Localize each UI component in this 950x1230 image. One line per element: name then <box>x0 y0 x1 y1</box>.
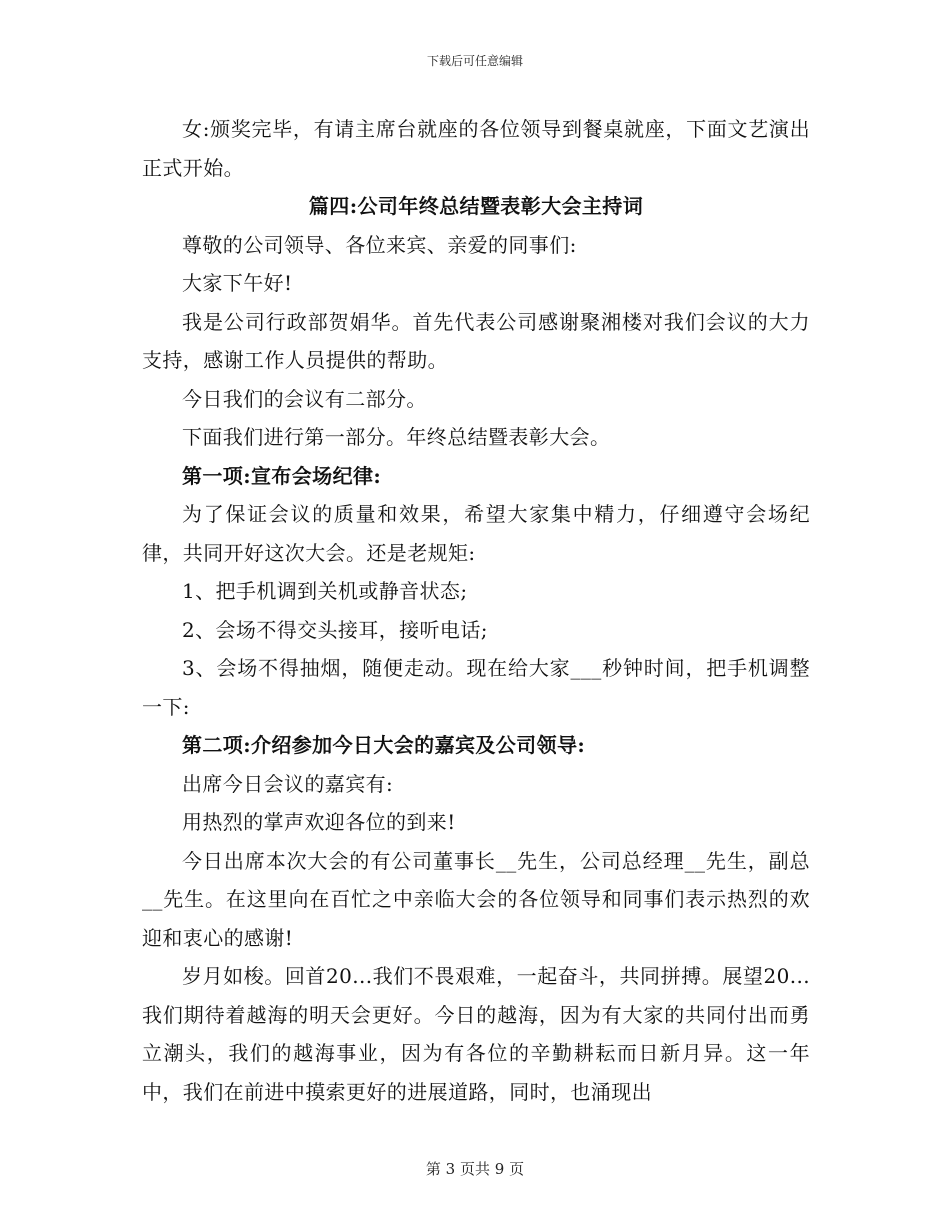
paragraph-meeting-parts: 今日我们的会议有二部分。 <box>182 386 427 411</box>
paragraph-guests: 出席今日会议的嘉宾有: <box>182 771 394 796</box>
paragraph-review: 岁月如梭。回首20...我们不畏艰难，一起奋斗，共同拼搏。展望20...我们期待着越海的明天会更好。今日的越海，因为有大家的共同付出而勇立潮头，我们的越海事业，因为有各位的辛勤耕耘而日新月异。这一年中，我们在前进中摸索更好的进展道路，同时，也涌现出 <box>142 964 810 1104</box>
paragraph-first-part: 下面我们进行第一部分。年终总结暨表彰大会。 <box>182 425 611 449</box>
paragraph-greeting-audience: 尊敬的公司领导、各位来宾、亲爱的同事们: <box>182 232 577 257</box>
paragraph-discipline: 为了保证会议的质量和效果，希望大家集中精力，仔细遵守会场纪律，共同开好这次大会。还是老规矩: <box>142 502 810 565</box>
paragraph-host-intro: 我是公司行政部贺娟华。首先代表公司感谢聚湘楼对我们会议的大力支持，感谢工作人员提供的帮助。 <box>142 309 810 372</box>
rule-item-3: 3、会场不得抽烟，随便走动。现在给大家___秒钟时间，把手机调整一下: <box>142 656 810 719</box>
paragraph-good-afternoon: 大家下午好! <box>182 271 293 295</box>
paragraph-award-finished: 女:颁奖完毕，有请主席台就座的各位领导到餐桌就座，下面文艺演出正式开始。 <box>142 117 810 180</box>
item2-title: 第二项:介绍参加今日大会的嘉宾及公司领导: <box>182 733 586 757</box>
section-heading: 篇四:公司年终总结暨表彰大会主持词 <box>308 194 644 218</box>
paragraph-leaders: 今日出席本次大会的有公司董事长__先生，公司总经理__先生，副总__先生。在这里向在百忙之中亲临大会的各位领导和同事们表示热烈的欢迎和衷心的感谢! <box>142 848 810 950</box>
paragraph-welcome-applause: 用热烈的掌声欢迎各位的到来! <box>182 810 456 834</box>
page-header: 下载后可任意编辑 <box>426 54 523 68</box>
page-footer: 第 3 页共 9 页 <box>425 1160 525 1178</box>
rule-item-2: 2、会场不得交头接耳，接听电话; <box>182 617 488 642</box>
rule-item-1: 1、把手机调到关机或静音状态; <box>182 579 468 603</box>
item1-title: 第一项:宣布会场纪律: <box>182 463 382 488</box>
document-body <box>142 110 810 1111</box>
